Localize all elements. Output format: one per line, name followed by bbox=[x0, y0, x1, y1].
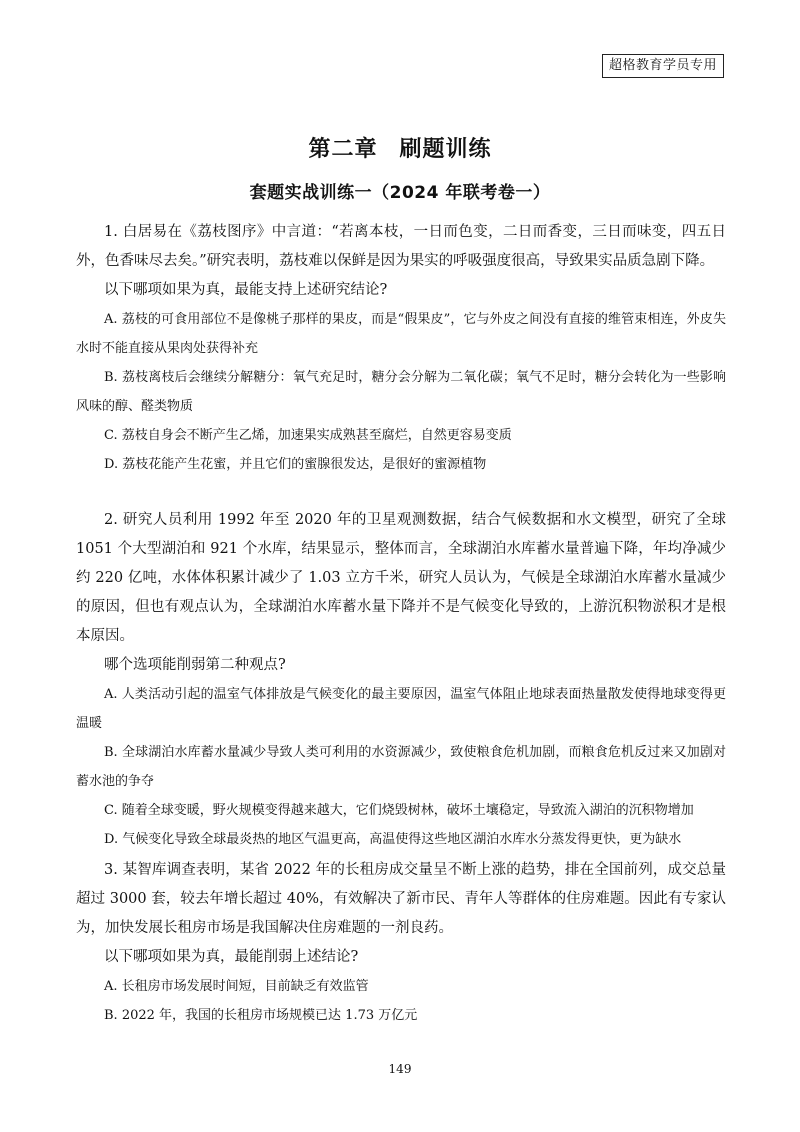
header-tag: 超格教育学员专用 bbox=[602, 54, 724, 78]
option-d: D. 气候变化导致全球最炎热的地区气温更高，高温使得这些地区湖泊水库水分蒸发得更快，更为缺水 bbox=[104, 832, 682, 847]
option-a: A. 人类活动引起的温室气体排放是气候变化的最主要原因，温室气体阻止地球表面热量散发使得地球变得更温暖 bbox=[76, 687, 726, 731]
question-stem: 2. 研究人员利用 1992 年至 2020 年的卫星观测数据，结合气候数据和水文模型，研究了全球 1051 个大型湖泊和 921 个水库，结果显示，整体而言，全球湖泊水库蓄水量普遍下降，年均净减少约 220 亿吨，水体体积累计减少了 1.03 立方千米，研究人员认为，气候是全球湖泊水库蓄水量减少的原因，但也有观点认为，全球湖泊水库蓄水量下降并不是气候变化导致的，上游沉积物淤积才是根本原因。 bbox=[76, 512, 726, 644]
question-prompt: 以下哪项如果为真，最能削弱上述结论? bbox=[104, 949, 359, 965]
page-number: 149 bbox=[388, 1062, 412, 1076]
option-c: C. 随着全球变暖，野火规模变得越来越大，它们烧毁树林，破坏土壤稳定，导致流入湖泊的沉积物增加 bbox=[104, 803, 694, 818]
option-b: B. 2022 年，我国的长租房市场规模已达 1.73 万亿元 bbox=[104, 1008, 418, 1023]
chapter-title bbox=[0, 132, 800, 163]
option-b: B. 荔枝离枝后会继续分解糖分：氧气充足时，糖分会分解为二氧化碳；氧气不足时，糖分会转化为一些影响风味的醇、醛类物质 bbox=[76, 370, 726, 414]
question-prompt: 以下哪项如果为真，最能支持上述研究结论? bbox=[104, 282, 388, 298]
question-1 bbox=[76, 218, 726, 479]
question-stem: 3. 某智库调查表明，某省 2022 年的长租房成交量呈不断上涨的趋势，排在全国前列，成交总量超过 3000 套，较去年增长超过 40%，有效解决了新市民、青年人等群体的住房难题。因此有专家认为，加快发展长租房市场是我国解决住房难题的一剂良药。 bbox=[76, 862, 726, 936]
option-b: B. 全球湖泊水库蓄水量减少导致人类可利用的水资源减少，致使粮食危机加剧，而粮食危机反过来又加剧对蓄水池的争夺 bbox=[76, 745, 726, 789]
question-prompt: 哪个选项能削弱第二种观点? bbox=[104, 657, 286, 673]
option-a: A. 长租房市场发展时间短，目前缺乏有效监管 bbox=[104, 979, 369, 994]
question-2 bbox=[76, 506, 726, 854]
question-stem: 1. 白居易在《荔枝图序》中言道：“若离本枝，一日而色变，二日而香变，三日而味变，四五日外，色香味尽去矣。”研究表明，荔枝难以保鲜是因为果实的呼吸强度很高，导致果实品质急剧下降。 bbox=[76, 224, 726, 269]
option-d: D. 荔枝花能产生花蜜，并且它们的蜜腺很发达，是很好的蜜源植物 bbox=[104, 457, 487, 472]
section-title: 套题实战训练一（2024 年联考卷一） bbox=[249, 183, 551, 203]
option-a: A. 荔枝的可食用部位不是像桃子那样的果皮，而是“假果皮”，它与外皮之间没有直接的维管束相连，外皮失水时不能直接从果肉处获得补充 bbox=[76, 312, 726, 356]
question-3 bbox=[76, 856, 726, 1030]
chapter-name: 刷题训练 bbox=[399, 136, 492, 162]
option-c: C. 荔枝自身会不断产生乙烯，加速果实成熟甚至腐烂，自然更容易变质 bbox=[104, 428, 512, 443]
chapter-number: 第二章 bbox=[308, 136, 378, 162]
